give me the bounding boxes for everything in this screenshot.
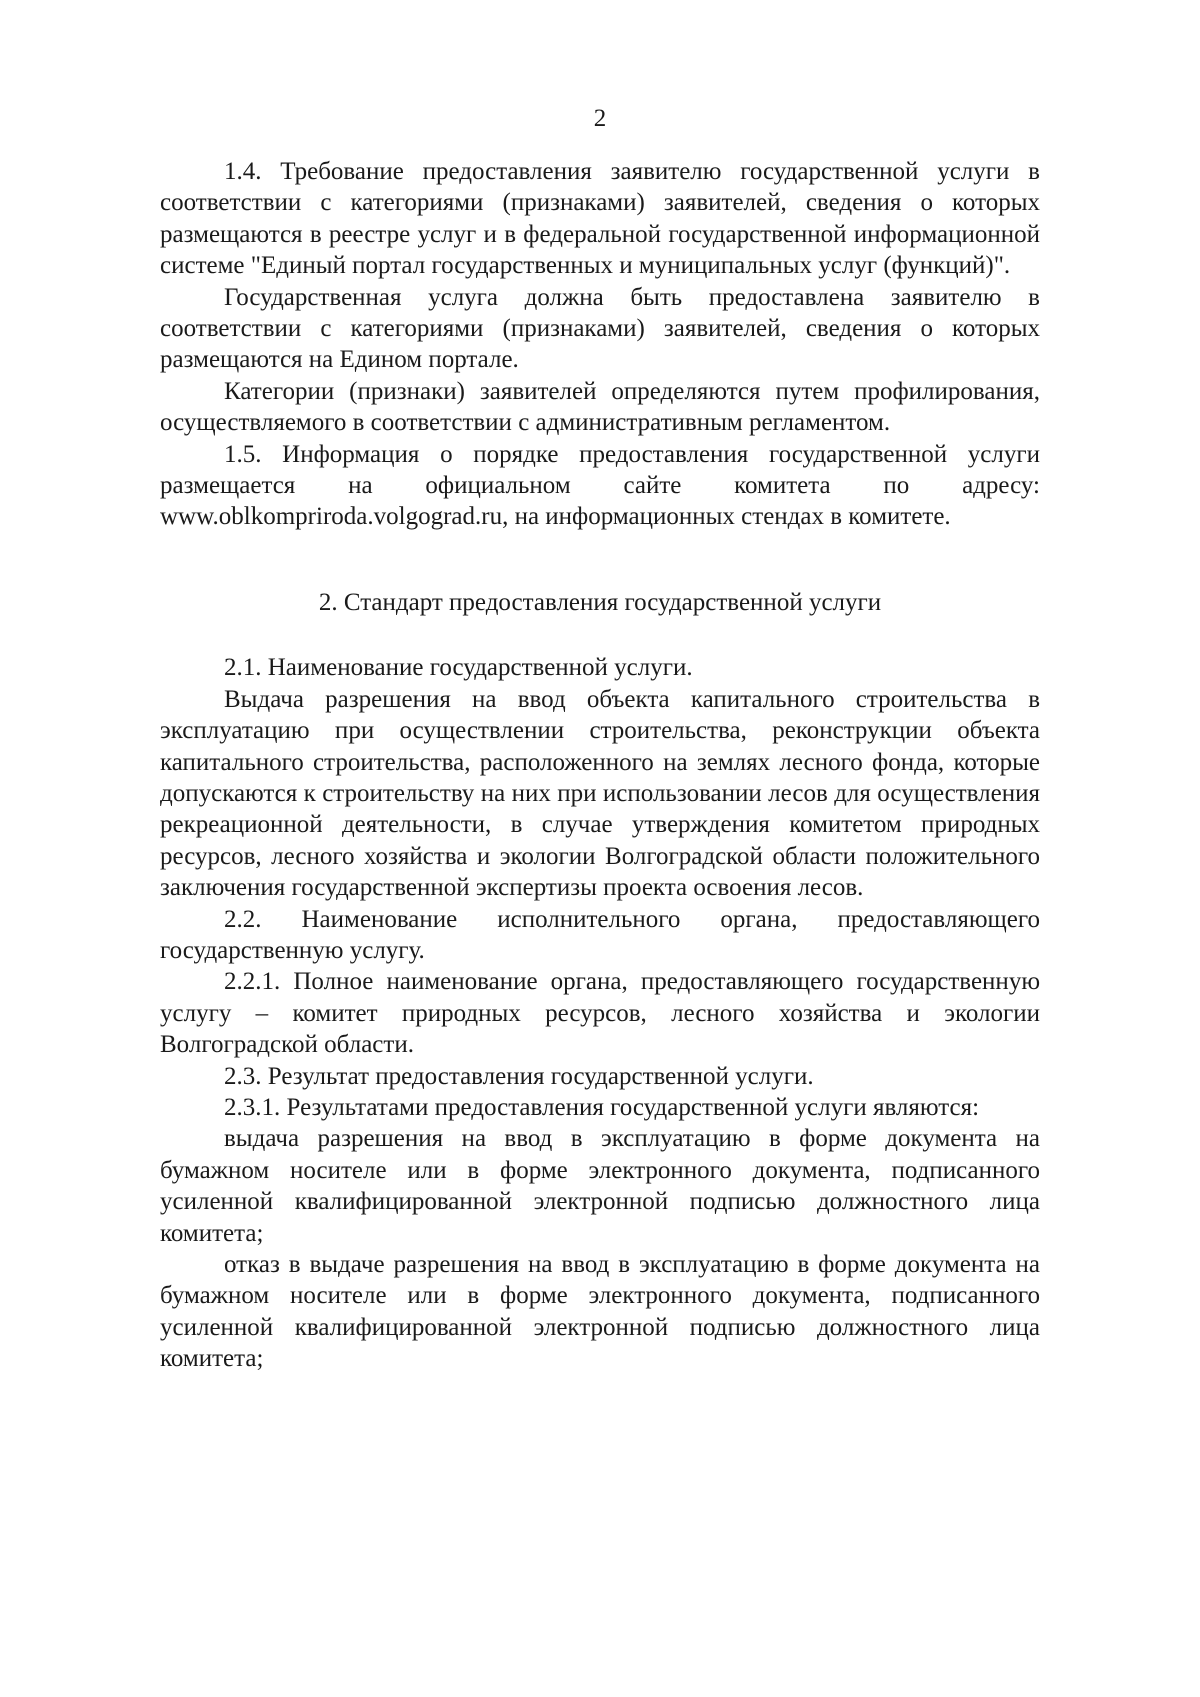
paragraph-result-issue: выдача разрешения на ввод в эксплуатацию в форме документа на бумажном носителе или в форме электронного документа, подписанного усиленной квалифицированной электронной подписью должностного лица комитета; [160, 1125, 1040, 1247]
paragraph-2-2-1: 2.2.1. Полное наименование органа, предоставляющего государственную услугу – комитет природных ресурсов, лесного хозяйства и экологии Волгоградской области. [160, 968, 1040, 1059]
paragraph-result-refusal: отказ в выдаче разрешения на ввод в эксплуатацию в форме документа на бумажном носителе или в форме электронного документа, подписанного усиленной квалифицированной электронной подписью должностного лица комитета; [160, 1251, 1040, 1373]
page-number: 2 [593, 105, 607, 132]
paragraph-categories: Категории (признаки) заявителей определяются путем профилирования, осуществляемого в соответствии с административным регламентом. [160, 377, 1040, 437]
paragraph-1-5: 1.5. Информация о порядке предоставления государственной услуги размещается на официальном сайте комитета по адресу: www.oblkompriroda.volgograd.ru, на информационных стендах в комитете. [160, 440, 1040, 531]
paragraph-2-3-1: 2.3.1. Результатами предоставления государственной услуги являются: [224, 1093, 980, 1121]
paragraph-service-name: Выдача разрешения на ввод объекта капитального строительства в эксплуатацию при осуществлении строительства, реконструкции объекта капитального строительства, расположенного на землях лесного фонда, которые допускаются к строительству на них при использовании лесов для осуществления рекреационной деятельности, в случае утверждения комитетом природных ресурсов, лесного хозяйства и экологии Волгоградской области положительного заключения государственной экспертизы проекта освоения лесов. [160, 685, 1040, 902]
paragraph-2-1: 2.1. Наименование государственной услуги. [224, 654, 693, 682]
paragraph-service-provision: Государственная услуга должна быть предоставлена заявителю в соответствии с категориями (признаками) заявителей, сведения о которых размещаются на Едином портале. [160, 283, 1040, 374]
paragraph-1-4: 1.4. Требование предоставления заявителю государственной услуги в соответствии с категориями (признаками) заявителей, сведения о которых размещаются в реестре услуг и в федеральной государственной информационной системе "Единый портал государственных и муниципальных услуг (функций)". [160, 158, 1040, 280]
document-body [160, 156, 1040, 1375]
paragraph-2-2: 2.2. Наименование исполнительного органа, предоставляющего государственную услугу. [160, 905, 1040, 964]
paragraph-2-3: 2.3. Результат предоставления государственной услуги. [224, 1062, 814, 1090]
section-heading: 2. Стандарт предоставления государственной услуги [318, 588, 882, 616]
